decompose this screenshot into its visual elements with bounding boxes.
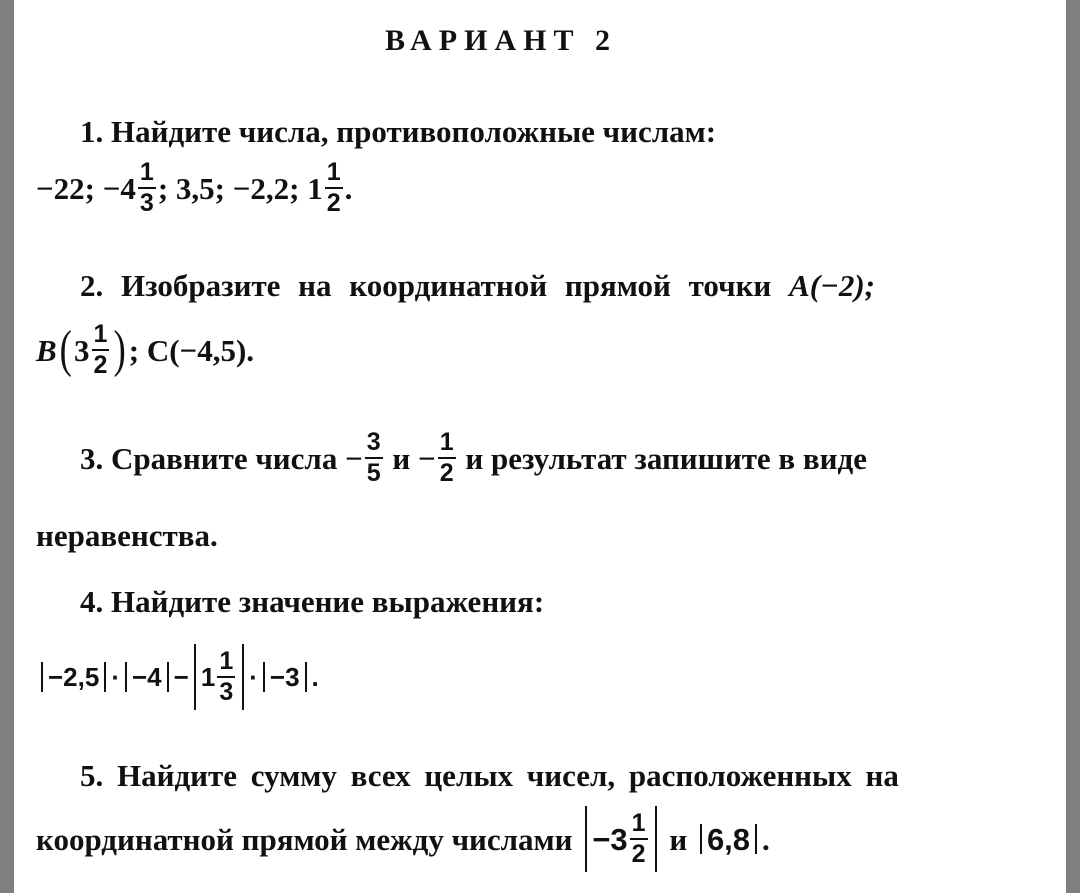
fraction-denominator: 2	[326, 189, 341, 217]
fraction-denominator: 3	[219, 678, 234, 706]
task-3-and: и	[392, 440, 411, 476]
task-1-values-rest: ; 3,5; −2,2; 1	[157, 170, 323, 206]
abs-bar	[263, 662, 265, 692]
abs-bar	[41, 662, 43, 692]
task-4-heading	[80, 586, 544, 617]
task-1-value-1: −22;	[36, 170, 95, 206]
task-1-fraction-2	[325, 160, 343, 216]
task-5-heading	[80, 760, 899, 791]
task-4-minus: −	[173, 662, 189, 692]
fraction-denominator: 2	[631, 840, 646, 868]
task-1-numbers	[36, 160, 352, 216]
task-1-heading	[80, 116, 716, 147]
task-4-term-2: −4	[132, 662, 162, 692]
task-3-text-before: Сравните числа	[111, 440, 338, 476]
task-3-fraction-2	[438, 430, 456, 486]
task-2-number: 2.	[80, 268, 104, 303]
task-1-end: .	[344, 170, 353, 206]
task-2-points: B ( 3 $\frac{1}{2}$ ) ; C(−4,5).	[36, 320, 255, 379]
task-4-term-1: −2,5	[48, 662, 100, 692]
abs-bar	[305, 662, 307, 692]
task-1-number: 1.	[80, 114, 104, 149]
task-4-number: 4.	[80, 584, 104, 619]
task-4-dot-2: ·	[249, 662, 258, 692]
abs-bar	[104, 662, 106, 692]
task-3-text-after: и результат запишите в виде	[465, 440, 867, 476]
task-5-text-2: координатной прямой между числами	[36, 821, 573, 857]
task-1-fraction-1	[138, 160, 156, 216]
task-3-number: 3.	[80, 440, 104, 476]
task-2-point-c: ; C(−4,5).	[128, 332, 255, 368]
abs-bar	[125, 662, 127, 692]
task-3-fraction-1-sign: −	[345, 440, 363, 476]
task-2-point-a: A(−2);	[789, 268, 875, 303]
task-2-point-b-label: B	[36, 332, 57, 368]
task-5-text-1: Найдите сумму всех целых чисел, расположенных на	[117, 758, 899, 793]
task-5-and: и	[669, 821, 688, 857]
task-4-term-4: −3	[269, 662, 300, 692]
page-title: ВАРИАНТ 2	[385, 24, 617, 57]
task-3-fraction-2-sign: −	[418, 440, 436, 476]
task-2-text: Изобразите на координатной прямой точки	[121, 268, 772, 303]
task-5-value-1-fraction	[630, 811, 648, 867]
task-4-term-3-fraction	[217, 649, 235, 705]
task-4-text: Найдите значение выражения:	[111, 584, 545, 619]
task-2-point-b-fraction	[92, 322, 110, 378]
fraction-numerator: 1	[217, 649, 235, 678]
fraction-numerator: 1	[325, 160, 343, 189]
task-5-value-2: 6,8	[706, 821, 751, 857]
abs-bar	[167, 662, 169, 692]
task-2-heading	[80, 270, 875, 301]
fraction-numerator: 1	[138, 160, 156, 189]
fraction-numerator: 1	[630, 811, 648, 840]
task-3-line-2: неравенства.	[36, 518, 218, 553]
fraction-denominator: 3	[139, 189, 154, 217]
abs-bar	[755, 824, 757, 854]
fraction-denominator: 2	[439, 459, 454, 487]
task-4-term-3-int: 1	[200, 662, 216, 692]
abs-bar	[655, 806, 657, 872]
abs-bar	[194, 644, 196, 710]
fraction-denominator: 2	[93, 351, 108, 379]
fraction-numerator: 1	[92, 322, 110, 351]
task-1-text: Найдите числа, противоположные числам:	[111, 114, 717, 149]
abs-bar	[585, 806, 587, 872]
task-5-end: .	[762, 821, 770, 857]
worksheet-page	[14, 0, 1066, 893]
fraction-numerator: 3	[365, 430, 383, 459]
fraction-denominator: 5	[366, 459, 381, 487]
task-4-dot-1: ·	[111, 662, 120, 692]
task-3-fraction-1	[365, 430, 383, 486]
abs-bar	[700, 824, 702, 854]
task-5-line-2	[36, 806, 770, 872]
task-5-number: 5.	[80, 758, 104, 793]
task-4-end: .	[311, 662, 319, 692]
abs-bar	[242, 644, 244, 710]
fraction-numerator: 1	[438, 430, 456, 459]
task-1-value-2: −4	[102, 170, 136, 206]
task-2-point-b-int: 3	[74, 332, 90, 368]
task-3-heading	[80, 430, 867, 486]
task-4-expression	[36, 644, 319, 710]
task-5-value-1-int: −3	[592, 821, 628, 857]
